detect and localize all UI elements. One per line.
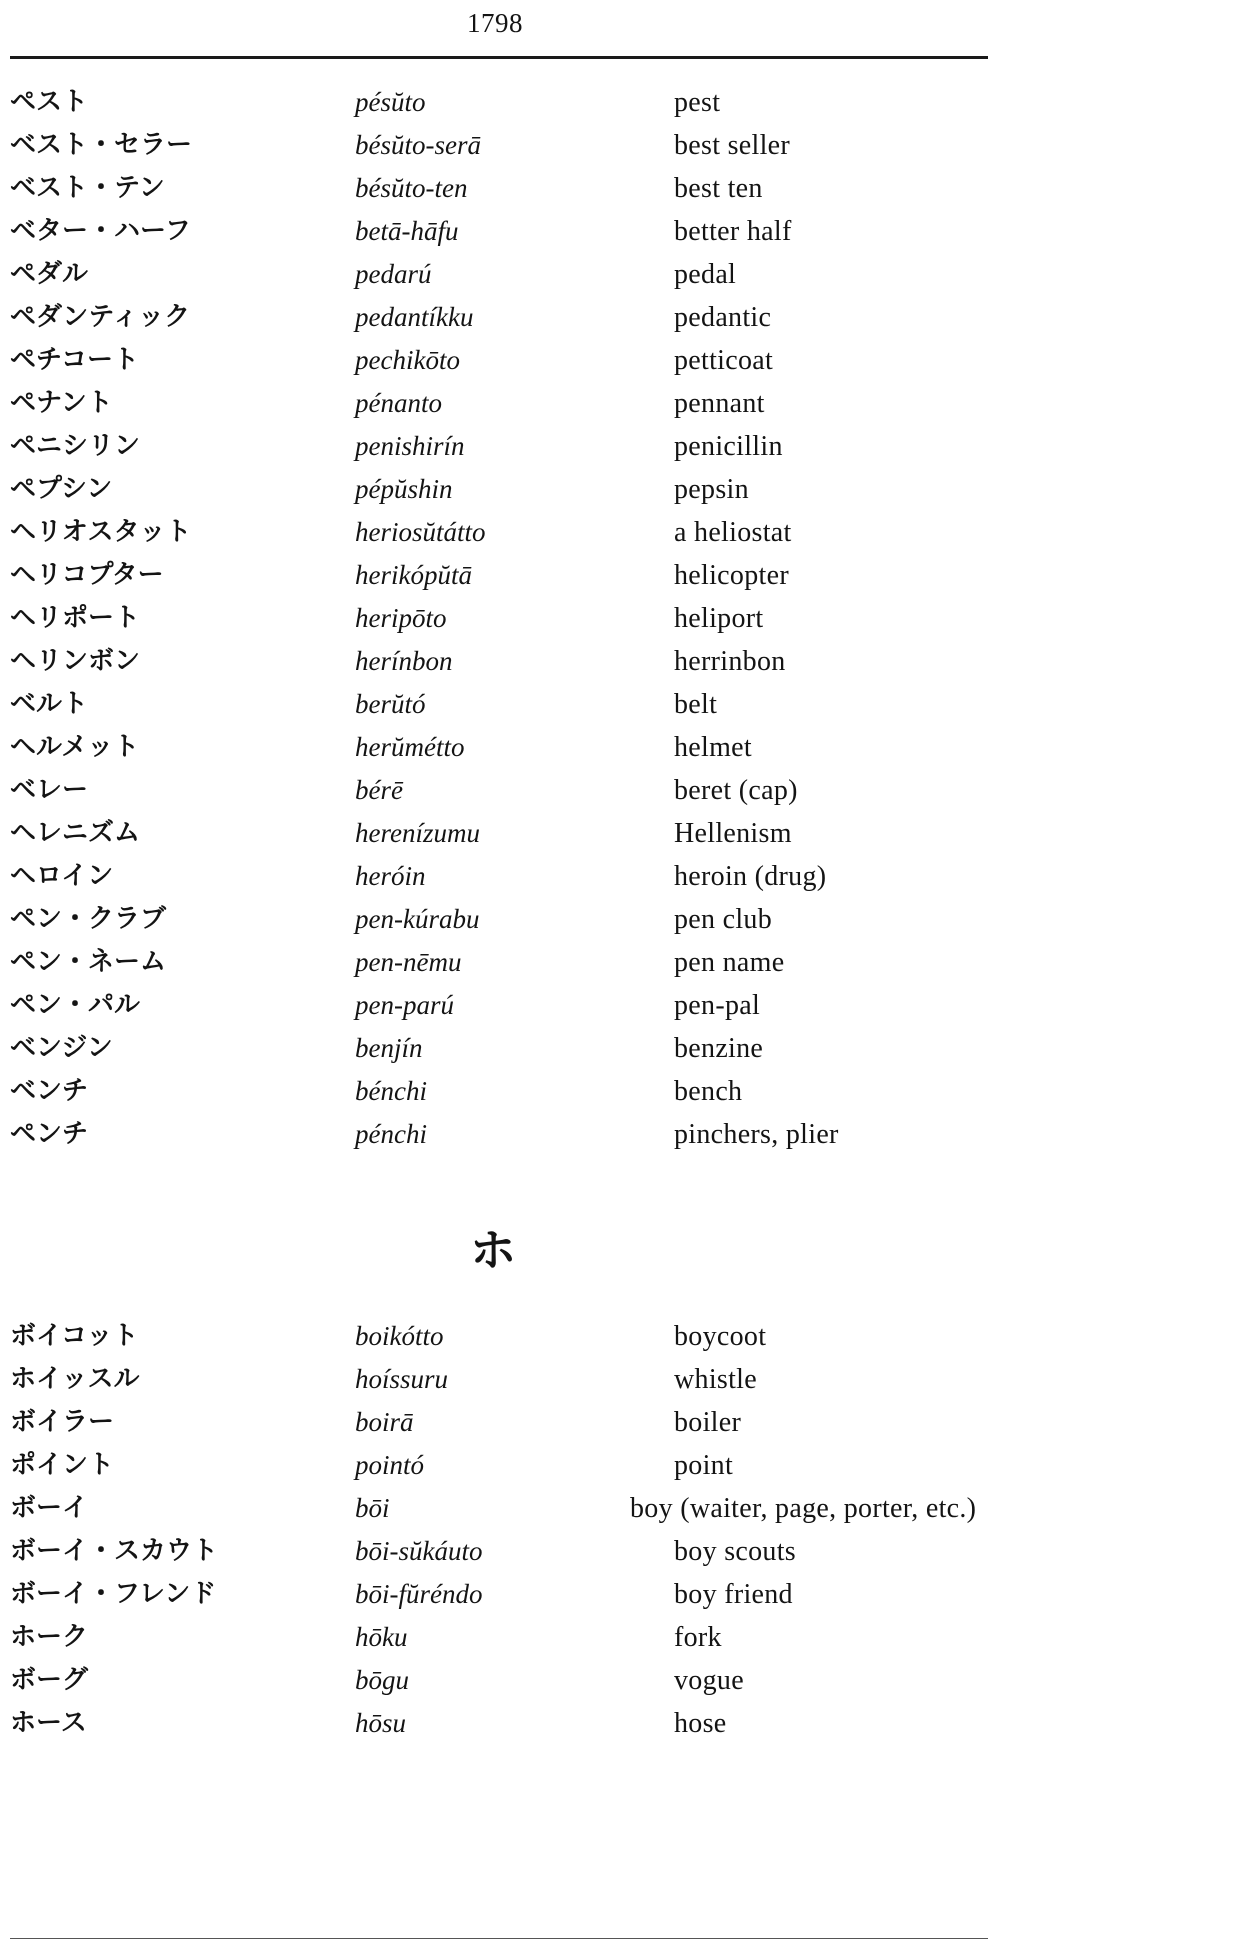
page-number: 1798 (467, 8, 523, 38)
entry-katakana: ヘロイン (10, 861, 114, 891)
entry-katakana: ペチコート (10, 345, 139, 375)
entry-english: penicillin (674, 431, 783, 462)
entry-romanization: hōku (355, 1622, 408, 1652)
entry-katakana: ボイラー (10, 1407, 115, 1437)
entry-romanization: hōsu (355, 1708, 407, 1738)
entry-romanization: penishirín (355, 431, 465, 461)
entry-english: pennant (674, 388, 765, 419)
entry-english: petticoat (674, 345, 774, 376)
entry-english: herrinbon (674, 646, 786, 677)
entry-katakana: ボーグ (10, 1665, 89, 1695)
entry-romanization: hoíssuru (355, 1364, 449, 1394)
dictionary-entry (0, 468, 1248, 511)
entry-romanization: heriosŭtátto (355, 517, 486, 547)
entry-english: pest (674, 87, 721, 118)
entry-romanization: heripōto (355, 603, 447, 633)
dictionary-entry (0, 1113, 1248, 1156)
entry-english: pedal (674, 259, 737, 290)
entry-katakana: ペナント (10, 388, 113, 418)
dictionary-entry (0, 597, 1248, 640)
entry-english: bench (674, 1076, 743, 1107)
footer-rule (10, 1938, 988, 1939)
entry-katakana: ベンチ (10, 1076, 89, 1106)
entry-romanization: bénchi (355, 1076, 427, 1106)
entry-katakana: ボーイ・スカウト (10, 1536, 219, 1566)
entry-katakana: ペン・クラブ (10, 904, 167, 934)
entry-katakana: ペン・パル (10, 990, 141, 1020)
dictionary-entry (0, 984, 1248, 1027)
dictionary-entry (0, 167, 1248, 210)
dictionary-entry (0, 1444, 1248, 1487)
entry-romanization: bésŭto-ten (355, 173, 468, 203)
header-rule (10, 56, 988, 59)
dictionary-entry (0, 1070, 1248, 1113)
entry-english: boy friend (674, 1579, 793, 1610)
entry-katakana: ホース (10, 1708, 87, 1738)
dictionary-entry (0, 1358, 1248, 1401)
entry-english: benzine (674, 1033, 764, 1064)
entry-romanization: boirā (355, 1407, 414, 1437)
entry-katakana: ヘレニズム (10, 818, 141, 848)
dictionary-entry (0, 1315, 1248, 1358)
entry-katakana: ペスト (10, 87, 89, 117)
entry-romanization: pésŭto (355, 87, 426, 117)
entry-romanization: pen-kúrabu (355, 904, 480, 934)
dictionary-entry (0, 1702, 1248, 1745)
entry-english: hose (674, 1708, 727, 1739)
entry-katakana: ホーク (10, 1622, 89, 1652)
entry-romanization: bōi-sŭkáuto (355, 1536, 483, 1566)
dictionary-entry (0, 210, 1248, 253)
section-heading: ホ (470, 1223, 516, 1277)
entry-romanization: herínbon (355, 646, 453, 676)
entry-romanization: bōgu (355, 1665, 409, 1695)
entry-list-pe (0, 81, 1248, 1156)
entry-english: heroin (drug) (674, 861, 827, 892)
entry-katakana: ベスト・テン (10, 173, 165, 203)
entry-katakana: ペプシン (10, 474, 113, 504)
entry-romanization: pechikōto (355, 345, 460, 375)
entry-katakana: ヘリオスタット (10, 517, 192, 547)
entry-katakana: ヘリンボン (10, 646, 141, 676)
entry-romanization: bérē (355, 775, 403, 805)
entry-list-ho (0, 1315, 1248, 1745)
entry-romanization: herŭmétto (355, 732, 465, 762)
dictionary-entry (0, 769, 1248, 812)
entry-english: Hellenism (674, 818, 792, 849)
dictionary-entry (0, 1487, 1248, 1530)
entry-katakana: ヘルメット (10, 732, 140, 762)
entry-romanization: pépŭshin (355, 474, 453, 504)
dictionary-entry (0, 640, 1248, 683)
entry-english: boy (waiter, page, porter, etc.) (630, 1493, 977, 1524)
entry-katakana: ペンチ (10, 1119, 89, 1149)
entry-english: helmet (674, 732, 752, 763)
entry-katakana: ベルト (10, 689, 89, 719)
dictionary-entry (0, 1530, 1248, 1573)
entry-romanization: pénanto (355, 388, 442, 418)
dictionary-entry (0, 296, 1248, 339)
dictionary-entry (0, 855, 1248, 898)
dictionary-entry (0, 382, 1248, 425)
entry-romanization: pedarú (355, 259, 432, 289)
entry-katakana: ペダル (10, 259, 89, 289)
dictionary-entry (0, 554, 1248, 597)
entry-english: boycoot (674, 1321, 767, 1352)
entry-romanization: berŭtó (355, 689, 426, 719)
entry-katakana: ホイッスル (10, 1364, 140, 1394)
entry-romanization: pénchi (355, 1119, 427, 1149)
dictionary-entry (0, 1027, 1248, 1070)
entry-english: fork (674, 1622, 722, 1653)
entry-romanization: pointó (355, 1450, 425, 1480)
entry-romanization: herikópŭtā (355, 560, 472, 590)
entry-english: pedantic (674, 302, 772, 333)
dictionary-entry (0, 1659, 1248, 1702)
entry-romanization: bésŭto-serā (355, 130, 481, 160)
entry-english: boy scouts (674, 1536, 796, 1567)
dictionary-entry (0, 1573, 1248, 1616)
dictionary-entry (0, 511, 1248, 554)
dictionary-entry (0, 726, 1248, 769)
entry-romanization: heróin (355, 861, 426, 891)
entry-english: beret (cap) (674, 775, 798, 806)
entry-english: pinchers, plier (674, 1119, 839, 1150)
entry-english: best ten (674, 173, 763, 204)
entry-katakana: ペニシリン (10, 431, 141, 461)
entry-katakana: ペダンティック (10, 302, 191, 332)
entry-english: a heliostat (674, 517, 792, 548)
entry-katakana: ボーイ・フレンド (10, 1579, 217, 1609)
entry-romanization: bōi-fŭréndo (355, 1579, 483, 1609)
entry-english: pen-pal (674, 990, 761, 1021)
dictionary-entry (0, 124, 1248, 167)
entry-katakana: ベター・ハーフ (10, 216, 191, 246)
dictionary-entry (0, 1401, 1248, 1444)
entry-romanization: pen-parú (355, 990, 454, 1020)
entry-english: heliport (674, 603, 764, 634)
entry-katakana: ベスト・セラー (10, 130, 193, 160)
entry-romanization: bōi (355, 1493, 390, 1523)
entry-english: best seller (674, 130, 791, 161)
entry-katakana: ヘリポート (10, 603, 141, 633)
entry-english: vogue (674, 1665, 744, 1696)
entry-romanization: boikótto (355, 1321, 444, 1351)
entry-katakana: ポイント (10, 1450, 115, 1480)
entry-english: pen club (674, 904, 773, 935)
entry-katakana: ベレー (10, 775, 89, 805)
entry-english: helicopter (674, 560, 789, 591)
entry-katakana: ペン・ネーム (10, 947, 167, 977)
dictionary-entry (0, 683, 1248, 726)
entry-katakana: ヘリコプター (10, 560, 164, 590)
entry-english: better half (674, 216, 792, 247)
dictionary-entry (0, 253, 1248, 296)
dictionary-entry (0, 941, 1248, 984)
entry-romanization: pedantíkku (355, 302, 474, 332)
dictionary-entry (0, 339, 1248, 382)
entry-english: belt (674, 689, 718, 720)
entry-romanization: betā-hāfu (355, 216, 459, 246)
entry-katakana: ベンジン (10, 1033, 113, 1063)
entry-english: whistle (674, 1364, 757, 1395)
dictionary-entry (0, 812, 1248, 855)
entry-katakana: ボイコット (10, 1321, 139, 1351)
entry-romanization: pen-nēmu (355, 947, 462, 977)
entry-english: pepsin (674, 474, 749, 505)
entry-katakana: ボーイ (10, 1493, 89, 1523)
entry-romanization: herenízumu (355, 818, 480, 848)
dictionary-entry (0, 425, 1248, 468)
dictionary-entry (0, 1616, 1248, 1659)
entry-romanization: benjín (355, 1033, 423, 1063)
dictionary-entry (0, 898, 1248, 941)
entry-english: pen name (674, 947, 785, 978)
dictionary-entry (0, 81, 1248, 124)
entry-english: point (674, 1450, 734, 1481)
entry-english: boiler (674, 1407, 742, 1438)
